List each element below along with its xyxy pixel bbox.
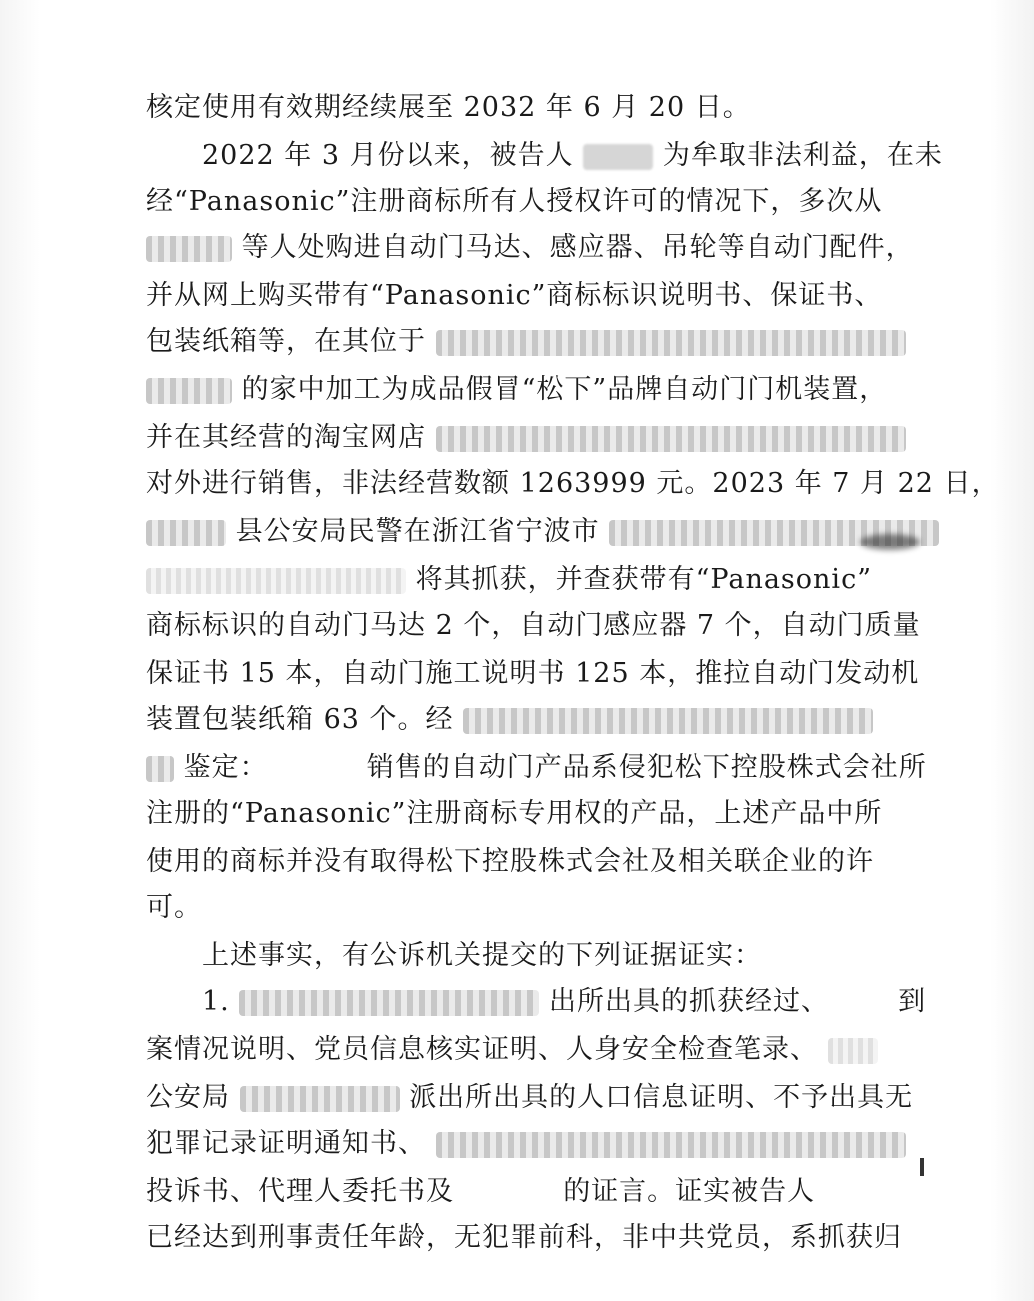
text-line [146, 322, 926, 362]
line-text: 销售的自动门产品系侵犯松下控股株式会社所 [366, 752, 927, 783]
redaction-mark [839, 990, 889, 1016]
redaction-mark [609, 520, 939, 546]
text-line [146, 276, 926, 316]
line-text: 保证书 15 本，自动门施工说明书 125 本，推拉自动门发动机 [146, 658, 920, 689]
line-text: 出所出具的抓获经过、 [548, 986, 829, 1017]
line-text: 上述事实，有公诉机关提交的下列证据证实： [202, 940, 762, 971]
redaction-mark [828, 1038, 878, 1064]
text-line [146, 88, 926, 128]
text-line [146, 1172, 926, 1212]
redaction-mark [583, 144, 653, 170]
line-text: 派出所出具的人口信息证明、不予出具无 [409, 1082, 914, 1113]
line-text: 将其抓获，并查获带有“Panasonic” [415, 564, 872, 595]
text-line [146, 606, 926, 646]
redaction-mark [436, 426, 906, 452]
redaction-mark [146, 568, 406, 594]
line-text: 1. [202, 986, 230, 1017]
redaction-mark [146, 236, 232, 262]
line-text: 并从网上购买带有“Panasonic”商标标识说明书、保证书、 [146, 280, 883, 311]
redaction-mark [239, 990, 539, 1016]
line-text: 2022 年 3 月份以来，被告人 [202, 140, 574, 171]
line-text: 犯罪记录证明通知书、 [146, 1128, 426, 1159]
text-line [146, 1218, 926, 1258]
redaction-mark [436, 1132, 906, 1158]
line-text: 投诉书、代理人委托书及 [146, 1176, 454, 1207]
text-line [146, 1124, 926, 1164]
text-line [146, 1030, 926, 1070]
text-line [202, 982, 982, 1022]
text-line [146, 464, 1000, 504]
text-line [146, 654, 926, 694]
line-text: 并在其经营的淘宝网店 [146, 422, 426, 453]
line-text: 已经达到刑事责任年龄，无犯罪前科，非中共党员，系抓获归 [146, 1222, 902, 1253]
text-line [146, 512, 926, 552]
line-text: 经“Panasonic”注册商标所有人授权许可的情况下，多次从 [146, 186, 883, 217]
text-line [146, 700, 926, 740]
line-text: 核定使用有效期经续展至 2032 年 6 月 20 日。 [146, 92, 751, 123]
line-text: 鉴定： [183, 752, 268, 783]
redaction-mark [436, 330, 906, 356]
text-line [146, 748, 926, 788]
line-text: 注册的“Panasonic”注册商标专用权的产品，上述产品中所 [146, 798, 883, 829]
redaction-mark [146, 520, 226, 546]
text-line [202, 136, 982, 176]
redaction-mark [277, 756, 357, 782]
line-text: 对外进行销售，非法经营数额 1263999 元。2023 年 7 月 22 日， [146, 468, 1000, 499]
text-line [146, 888, 926, 928]
line-text: 等人处购进自动门马达、感应器、吊轮等自动门配件， [241, 232, 914, 263]
line-text: 的证言。证实被告人 [563, 1176, 816, 1207]
line-text: 为牟取非法利益，在未 [662, 140, 943, 171]
text-line [146, 842, 926, 882]
redaction-mark [146, 378, 232, 404]
line-text: 包装纸箱等，在其位于 [146, 326, 426, 357]
line-text: 到 [898, 986, 927, 1017]
redaction-mark [464, 1180, 554, 1206]
line-text: 县公安局民警在浙江省宁波市 [235, 516, 600, 547]
text-line [146, 560, 926, 600]
redaction-mark [146, 756, 174, 782]
scan-edge-mark [920, 1158, 924, 1176]
text-line [146, 370, 926, 410]
text-line [146, 418, 926, 458]
text-line [146, 794, 926, 834]
redaction-mark [240, 1086, 400, 1112]
line-text: 公安局 [146, 1082, 230, 1113]
text-line [146, 182, 926, 222]
line-text: 案情况说明、党员信息核实证明、人身安全检查笔录、 [146, 1034, 818, 1065]
text-line [146, 1078, 926, 1118]
text-line [146, 228, 926, 268]
text-line [202, 936, 982, 976]
line-text: 使用的商标并没有取得松下控股株式会社及相关联企业的许 [146, 846, 874, 877]
line-text: 可。 [146, 892, 202, 923]
line-text: 商标标识的自动门马达 2 个，自动门感应器 7 个，自动门质量 [146, 610, 921, 641]
redaction-mark [463, 708, 873, 734]
line-text: 的家中加工为成品假冒“松下”品牌自动门门机装置， [241, 374, 888, 405]
line-text: 装置包装纸箱 63 个。经 [146, 704, 454, 735]
